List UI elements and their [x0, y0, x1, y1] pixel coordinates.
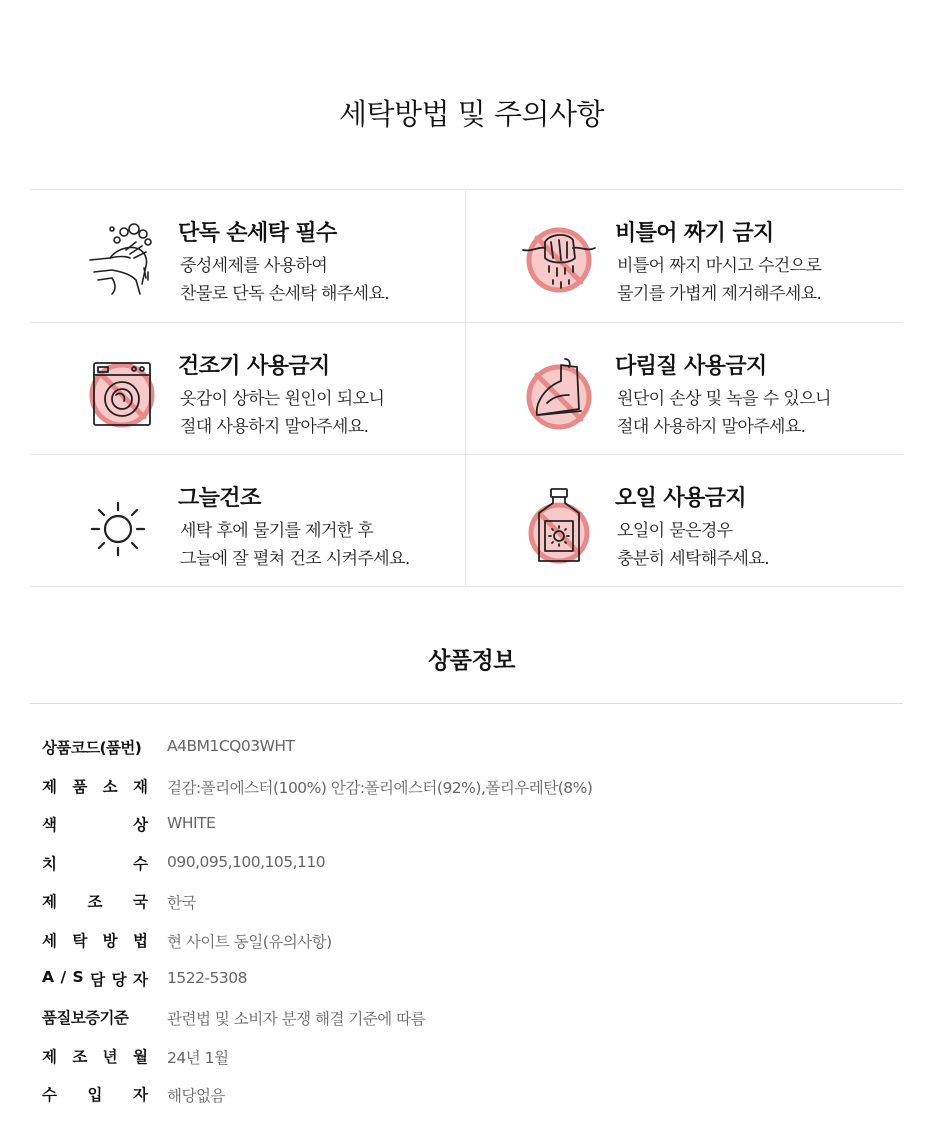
- info-value: 090,095,100,105,110: [167, 852, 326, 871]
- care-item-heading: 오일 사용금지: [615, 486, 746, 511]
- info-value: 현 사이트 동일(유의사항): [167, 932, 332, 951]
- info-label: 수 입 자: [42, 1086, 148, 1105]
- care-item-line: 절대 사용하지 말아주세요.: [617, 417, 806, 437]
- care-item-line: 옷감이 상하는 원인이 되오니: [180, 389, 385, 409]
- info-row-importer: [42, 1077, 902, 1116]
- info-row-quality-standard: [42, 1000, 902, 1039]
- info-value: 겉감:폴리에스터(100%) 안감:폴리에스터(92%),폴리우레탄(8%): [167, 778, 593, 797]
- care-item-description: [617, 385, 831, 441]
- care-item-line: 오일이 묻은경우: [617, 521, 733, 541]
- info-row-origin: [42, 884, 902, 923]
- info-value: 24년 1월: [167, 1048, 229, 1067]
- info-value: WHITE: [167, 814, 216, 833]
- care-item-line: 물기를 가볍게 제거해주세요.: [617, 284, 822, 304]
- care-item-line: 원단이 손상 및 녹을 수 있으니: [617, 389, 831, 409]
- care-item-heading: 비틀어 짜기 금지: [615, 221, 774, 246]
- care-item-line: 중성세제를 사용하여: [180, 256, 328, 276]
- product-info-divider: [30, 703, 903, 704]
- care-item-no-iron: [467, 323, 903, 455]
- info-row-color: [42, 807, 902, 846]
- care-item-no-dryer: [30, 323, 466, 455]
- info-value: 1522-5308: [167, 968, 247, 987]
- care-item-heading: 건조기 사용금지: [178, 354, 330, 379]
- info-row-as-contact: [42, 962, 902, 1001]
- care-item-description: [180, 517, 410, 573]
- care-item-description: [180, 252, 389, 308]
- info-row-wash-method: [42, 923, 902, 962]
- care-item-shade-dry: [30, 455, 466, 587]
- info-label: 상품코드(품번): [42, 739, 142, 757]
- care-item-line: 그늘에 잘 펼쳐 건조 시켜주세요.: [180, 549, 410, 569]
- care-item-line: 찬물로 단독 손세탁 해주세요.: [180, 284, 390, 304]
- sun-icon: [82, 485, 162, 565]
- info-value: 한국: [167, 894, 196, 913]
- info-value: A4BM1CQ03WHT: [167, 737, 295, 755]
- care-item-line: 비틀어 짜지 마시고 수건으로: [617, 256, 822, 276]
- care-item-no-oil: [467, 455, 903, 587]
- info-row-material: [42, 769, 902, 808]
- info-value: 관련법 및 소비자 분쟁 해결 기준에 따름: [167, 1010, 426, 1029]
- info-value: 해당없음: [167, 1087, 225, 1106]
- product-info-table: [42, 730, 902, 1116]
- info-row-product-code: [42, 730, 902, 769]
- no-iron-icon: [519, 353, 599, 433]
- care-item-heading: 단독 손세탁 필수: [178, 221, 337, 246]
- info-label: 색 상: [42, 816, 148, 835]
- care-item-line: 세탁 후에 물기를 제거한 후: [180, 521, 374, 541]
- info-label: 제 조 년 월: [42, 1047, 148, 1066]
- info-label: 치 수: [42, 854, 148, 873]
- info-row-manufacture-date: [42, 1039, 902, 1078]
- care-item-description: [180, 385, 384, 441]
- info-label: 제 품 소 재: [42, 777, 148, 796]
- care-item-description: [617, 517, 769, 573]
- care-item-description: [617, 252, 821, 308]
- no-wring-icon: [519, 220, 599, 300]
- product-info-title: 상품정보: [428, 648, 515, 674]
- info-row-size: [42, 846, 902, 885]
- care-item-heading: 다림질 사용금지: [615, 354, 767, 379]
- info-label: 세 탁 방 법: [42, 931, 148, 950]
- no-dryer-icon: [82, 353, 162, 433]
- care-grid: [30, 189, 903, 587]
- hand-wash-icon: [82, 220, 162, 300]
- care-item-line: 절대 사용하지 말아주세요.: [180, 417, 369, 437]
- care-item-heading: 그늘건조: [178, 486, 261, 511]
- info-label: 제 조 국: [42, 893, 148, 912]
- care-section-title: 세탁방법 및 주의사항: [338, 97, 605, 131]
- info-label: 품질보증기준: [42, 1009, 129, 1028]
- info-label: A / S 담 당 자: [42, 967, 148, 989]
- care-item-line: 충분히 세탁해주세요.: [617, 549, 770, 569]
- no-oil-icon: [519, 485, 599, 565]
- care-item-hand-wash: [30, 190, 466, 322]
- care-item-no-wring: [467, 190, 903, 322]
